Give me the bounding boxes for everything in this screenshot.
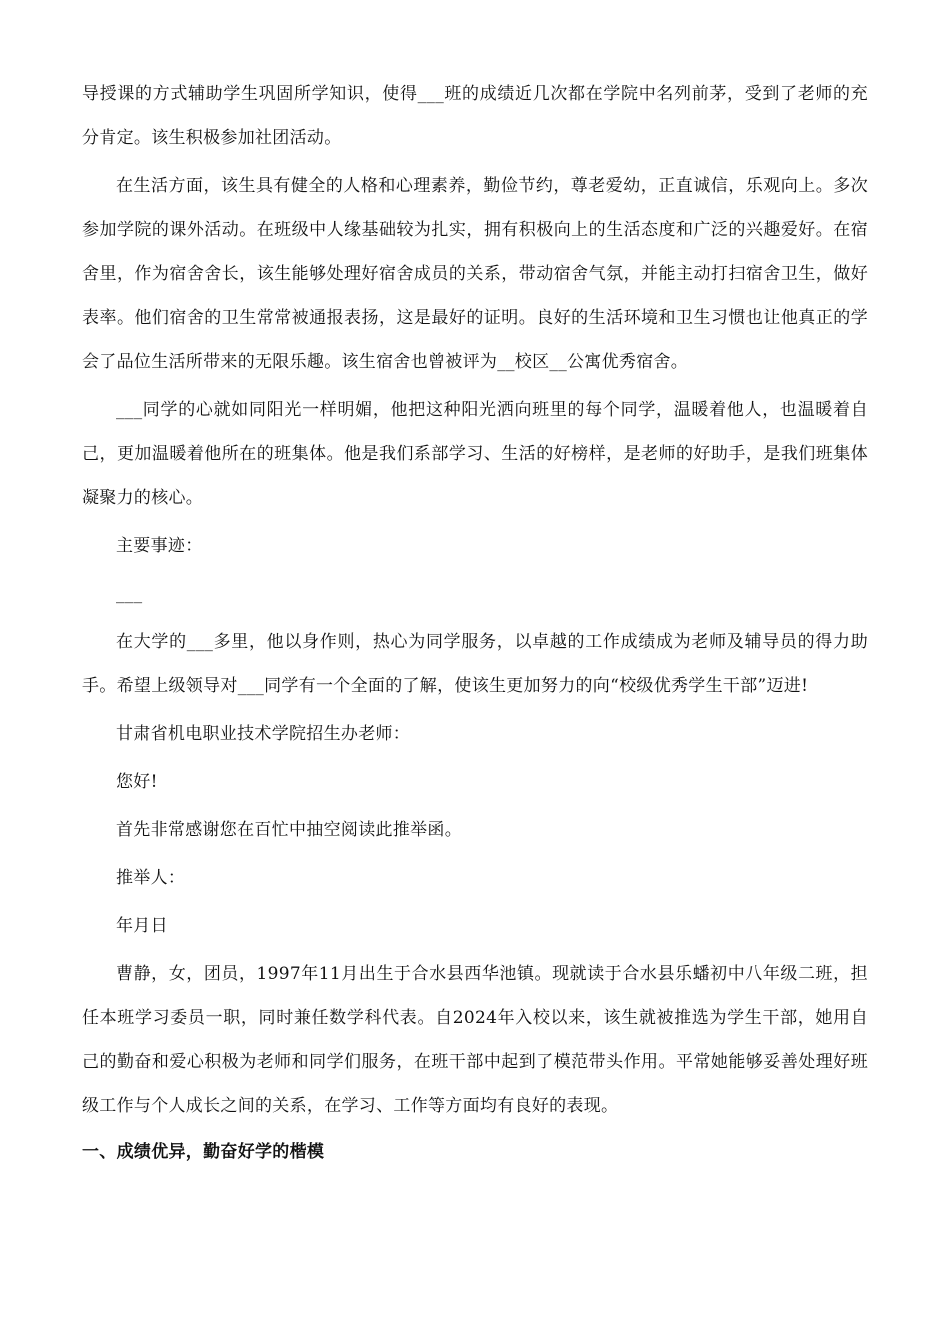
paragraph-profile: 曹静，女，团员，1997年11月出生于合水县西华池镇。现就读于合水县乐蟠初中八年级二班，担任本班学习委员一职，同时兼任数学科代表。自2024年入校以来，该生就被推选为学生干部，她用自己的勤奋和爱心积极为老师和同学们服务，在班干部中起到了模范带头作用。平常她能够妥善处理好班级工作与个人成长之间的关系，在学习、工作等方面均有良好的表现。 bbox=[82, 964, 868, 1116]
paragraph-university: 在大学的___多里，他以身作则，热心为同学服务，以卓越的工作成绩成为老师及辅导员的得力助手。希望上级领导对___同学有一个全面的了解，使该生更加努力的向“校级优秀学生干部”迈进! bbox=[82, 632, 868, 696]
main-deeds-label: 主要事迹： bbox=[116, 536, 203, 556]
document-page bbox=[82, 72, 868, 1174]
paragraph-life: 在生活方面，该生具有健全的人格和心理素养，勤俭节约，尊老爱幼，正直诚信，乐观向上。多次参加学院的课外活动。在班级中人缘基础较为扎实，拥有积极向上的生活态度和广泛的兴趣爱好。在宿舍里，作为宿舍舍长，该生能够处理好宿舍成员的关系，带动宿舍气氛，并能主动打扫宿舍卫生，做好表率。他们宿舍的卫生常常被通报表扬，这是最好的证明。良好的生活环境和卫生习惯也让他真正的学会了品位生活所带来的无限乐趣。该生宿舍也曾被评为__校区__公寓优秀宿舍。 bbox=[82, 176, 868, 372]
paragraph-continuation: 导授课的方式辅助学生巩固所学知识，使得___班的成绩近几次都在学院中名列前茅，受到了老师的充分肯定。该生积极参加社团活动。 bbox=[82, 84, 868, 148]
paragraph-sunshine: ___同学的心就如同阳光一样明媚，他把这种阳光洒向班里的每个同学，温暖着他人，也温暖着自己，更加温暖着他所在的班集体。他是我们系部学习、生活的好榜样，是老师的好助手，是我们班集体凝聚力的核心。 bbox=[82, 400, 868, 508]
salutation-recipient: 甘肃省机电职业技术学院招生办老师： bbox=[116, 724, 411, 744]
section-heading: 一、成绩优异，勤奋好学的楷模 bbox=[82, 1142, 325, 1162]
greeting: 您好! bbox=[116, 772, 158, 792]
thanks-line: 首先非常感谢您在百忙中抽空阅读此推举函。 bbox=[116, 820, 462, 840]
blank-line: ___ bbox=[116, 584, 143, 604]
date-label: 年月日 bbox=[116, 916, 168, 936]
recommender-label: 推举人： bbox=[116, 868, 186, 888]
